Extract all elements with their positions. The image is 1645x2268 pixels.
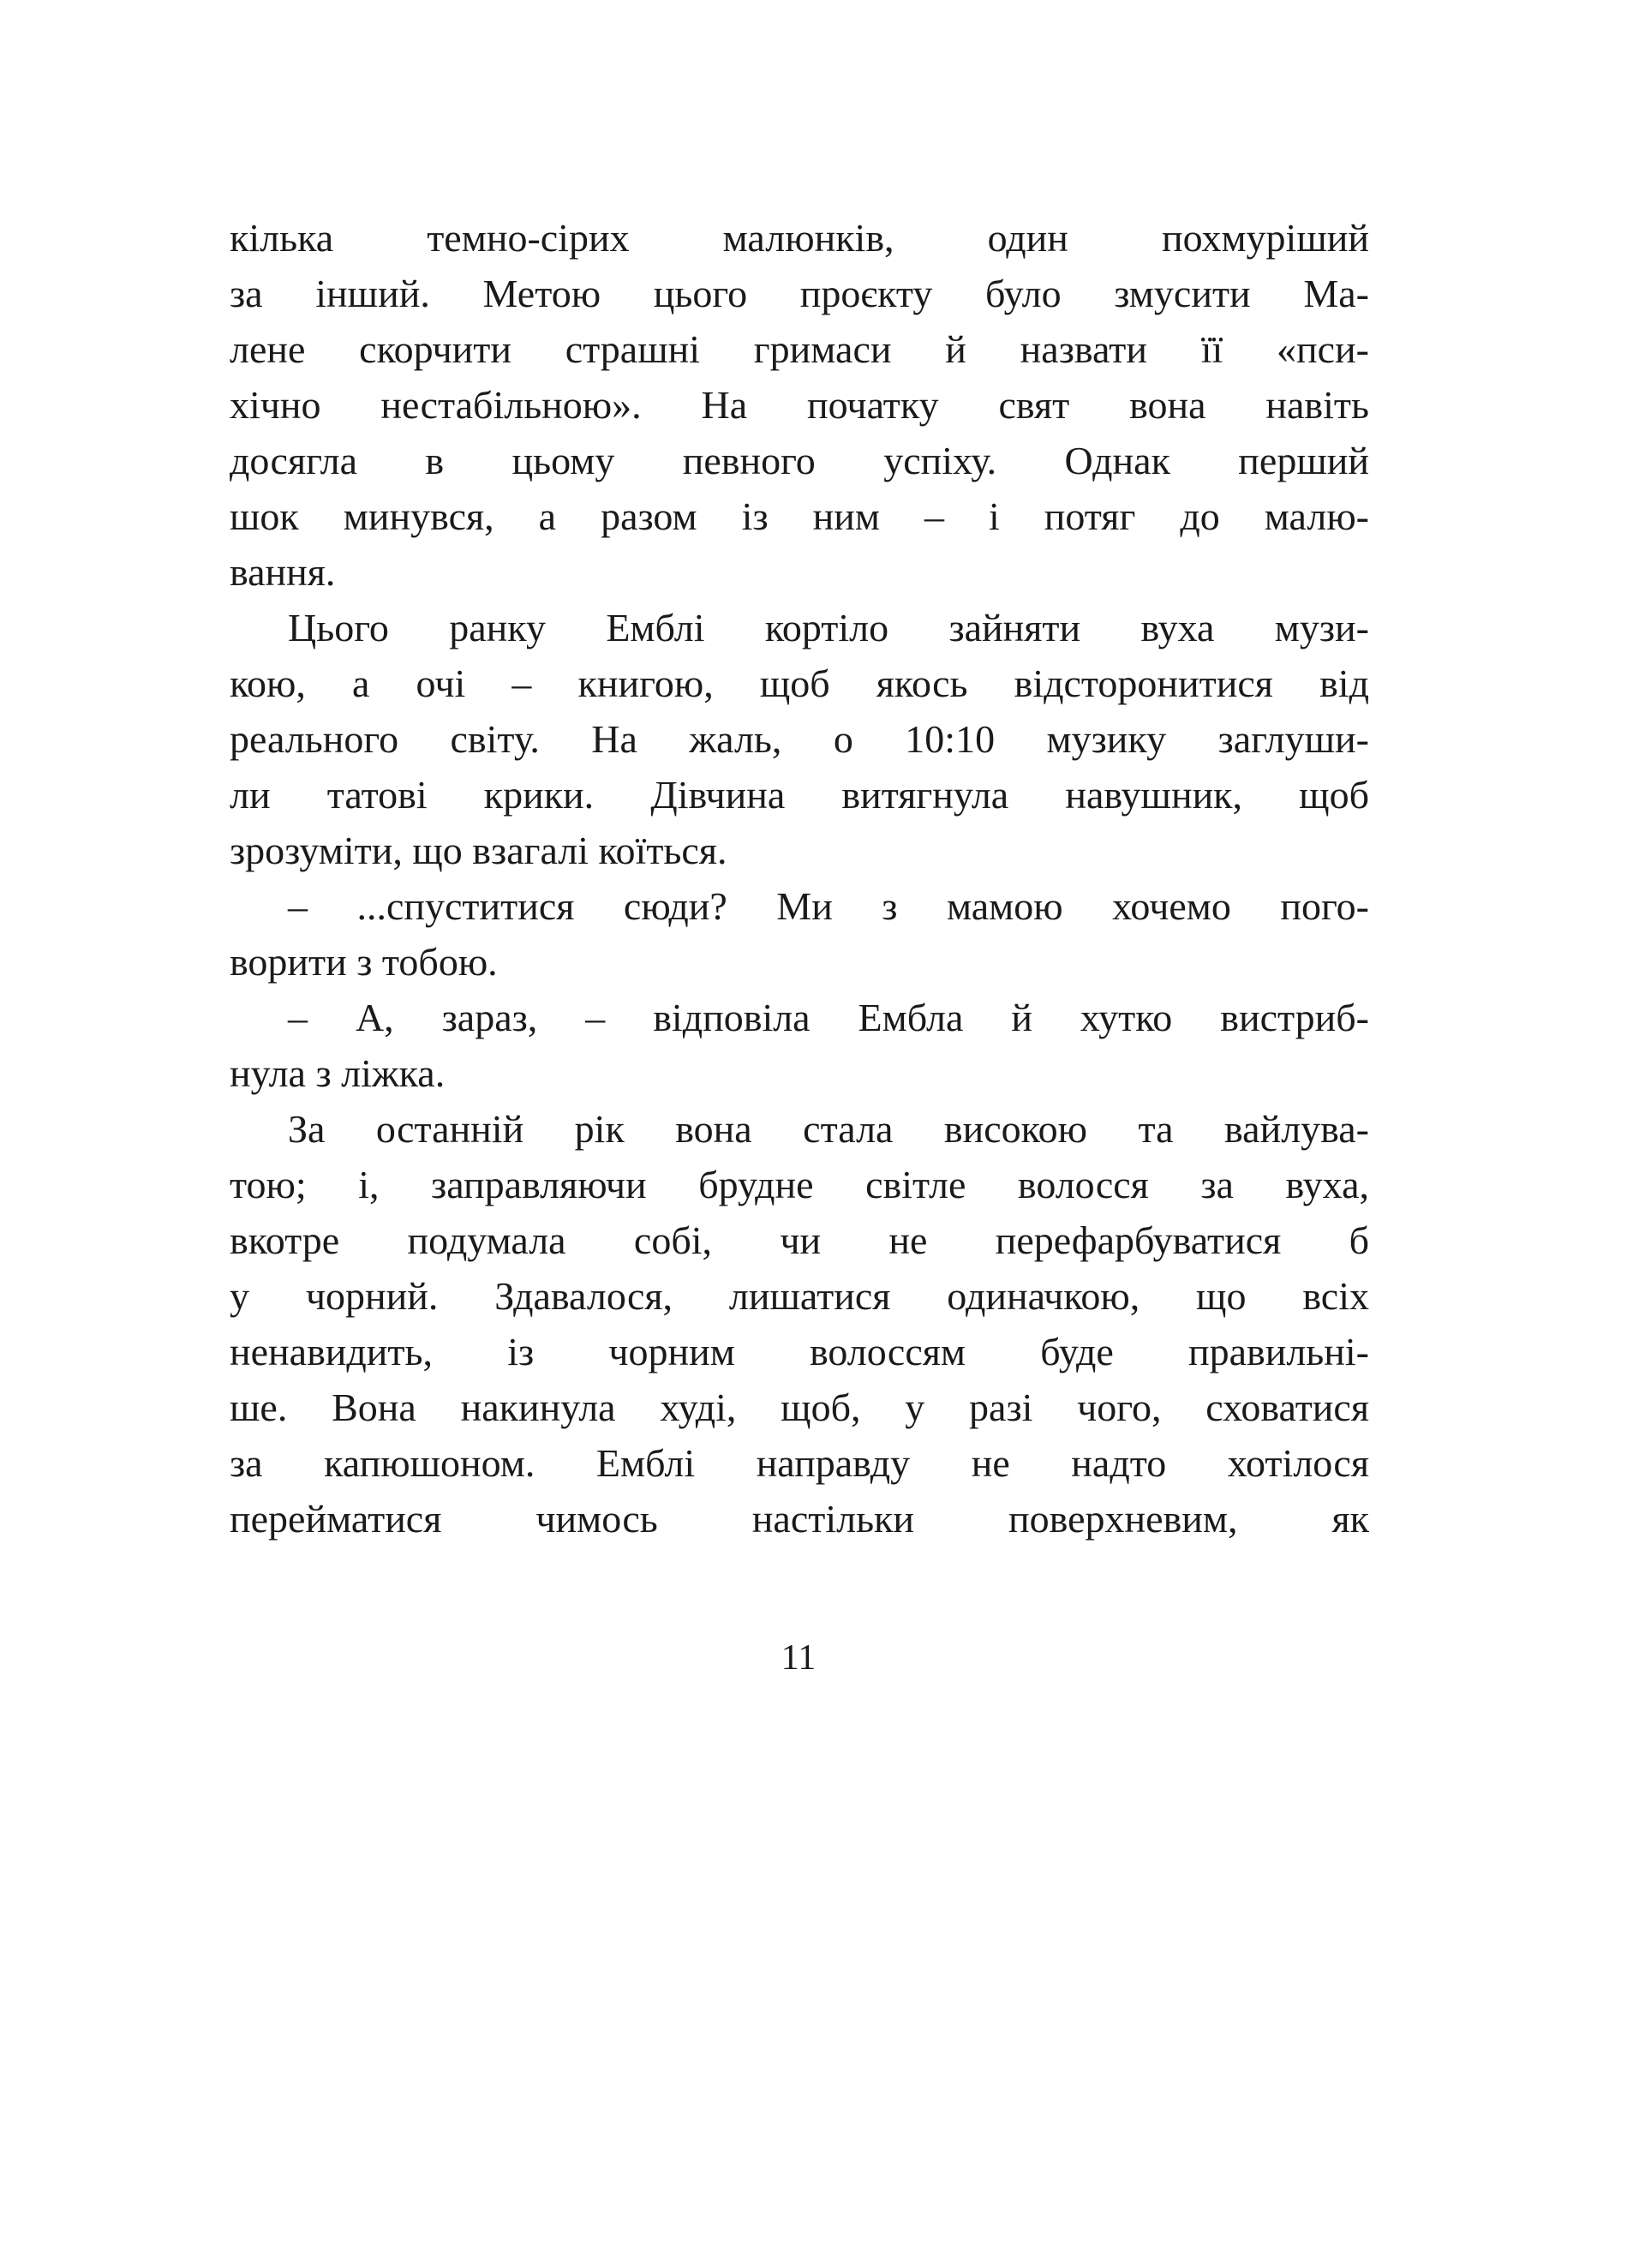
text-line: у чорний. Здавалося, лишатися одиначкою, що всіх (230, 1274, 1369, 1318)
text-line: досягла в цьому певного успіху. Однак перший (230, 439, 1369, 482)
text-line: перейматися чимось настільки поверхневим, як (230, 1497, 1369, 1541)
text-line: ше. Вона накинула худі, щоб, у разі чого, сховатися (230, 1385, 1369, 1429)
text-line: За останній рік вона стала високою та вайлува- (288, 1107, 1369, 1151)
text-line: вання. (230, 550, 336, 594)
text-line: – А, зараз, – відповіла Ембла й хутко вистриб- (288, 996, 1369, 1039)
text-line: зрозуміти, що взагалі коїться. (230, 829, 727, 872)
text-line: Цього ранку Емблі кортіло зайняти вуха музи- (288, 606, 1369, 649)
text-line: – ...спуститися сюди? Ми з мамою хочемо пого- (288, 884, 1369, 928)
text-line: за інший. Метою цього проєкту було змусити Ма- (230, 272, 1369, 315)
text-line: кою, а очі – книгою, щоб якось відсторонитися від (230, 661, 1369, 705)
text-line: хічно нестабільною». На початку свят вона навіть (230, 383, 1369, 427)
text-line: нула з ліжка. (230, 1051, 446, 1095)
text-line: реального світу. На жаль, о 10:10 музику заглуши- (230, 717, 1369, 761)
text-line: ли татові крики. Дівчина витягнула навушник, щоб (230, 773, 1369, 817)
text-line: ненавидить, із чорним волоссям буде правильні- (230, 1330, 1369, 1373)
text-line: ворити з тобою. (230, 940, 498, 984)
text-line: тою; і, заправляючи брудне світле волосся за вуха, (230, 1163, 1369, 1206)
body-text (230, 210, 1369, 1547)
page-number: 11 (781, 1638, 817, 1678)
text-line: за капюшоном. Емблі направду не надто хотілося (230, 1441, 1369, 1485)
text-line: шок минувся, а разом із ним – і потяг до малю- (230, 494, 1369, 538)
text-line: лене скорчити страшні гримаси й назвати її «пси- (230, 327, 1369, 371)
text-line: вкотре подумала собі, чи не перефарбуватися б (230, 1218, 1369, 1262)
text-line: кілька темно-сірих малюнків, один похмуріший (230, 216, 1369, 260)
